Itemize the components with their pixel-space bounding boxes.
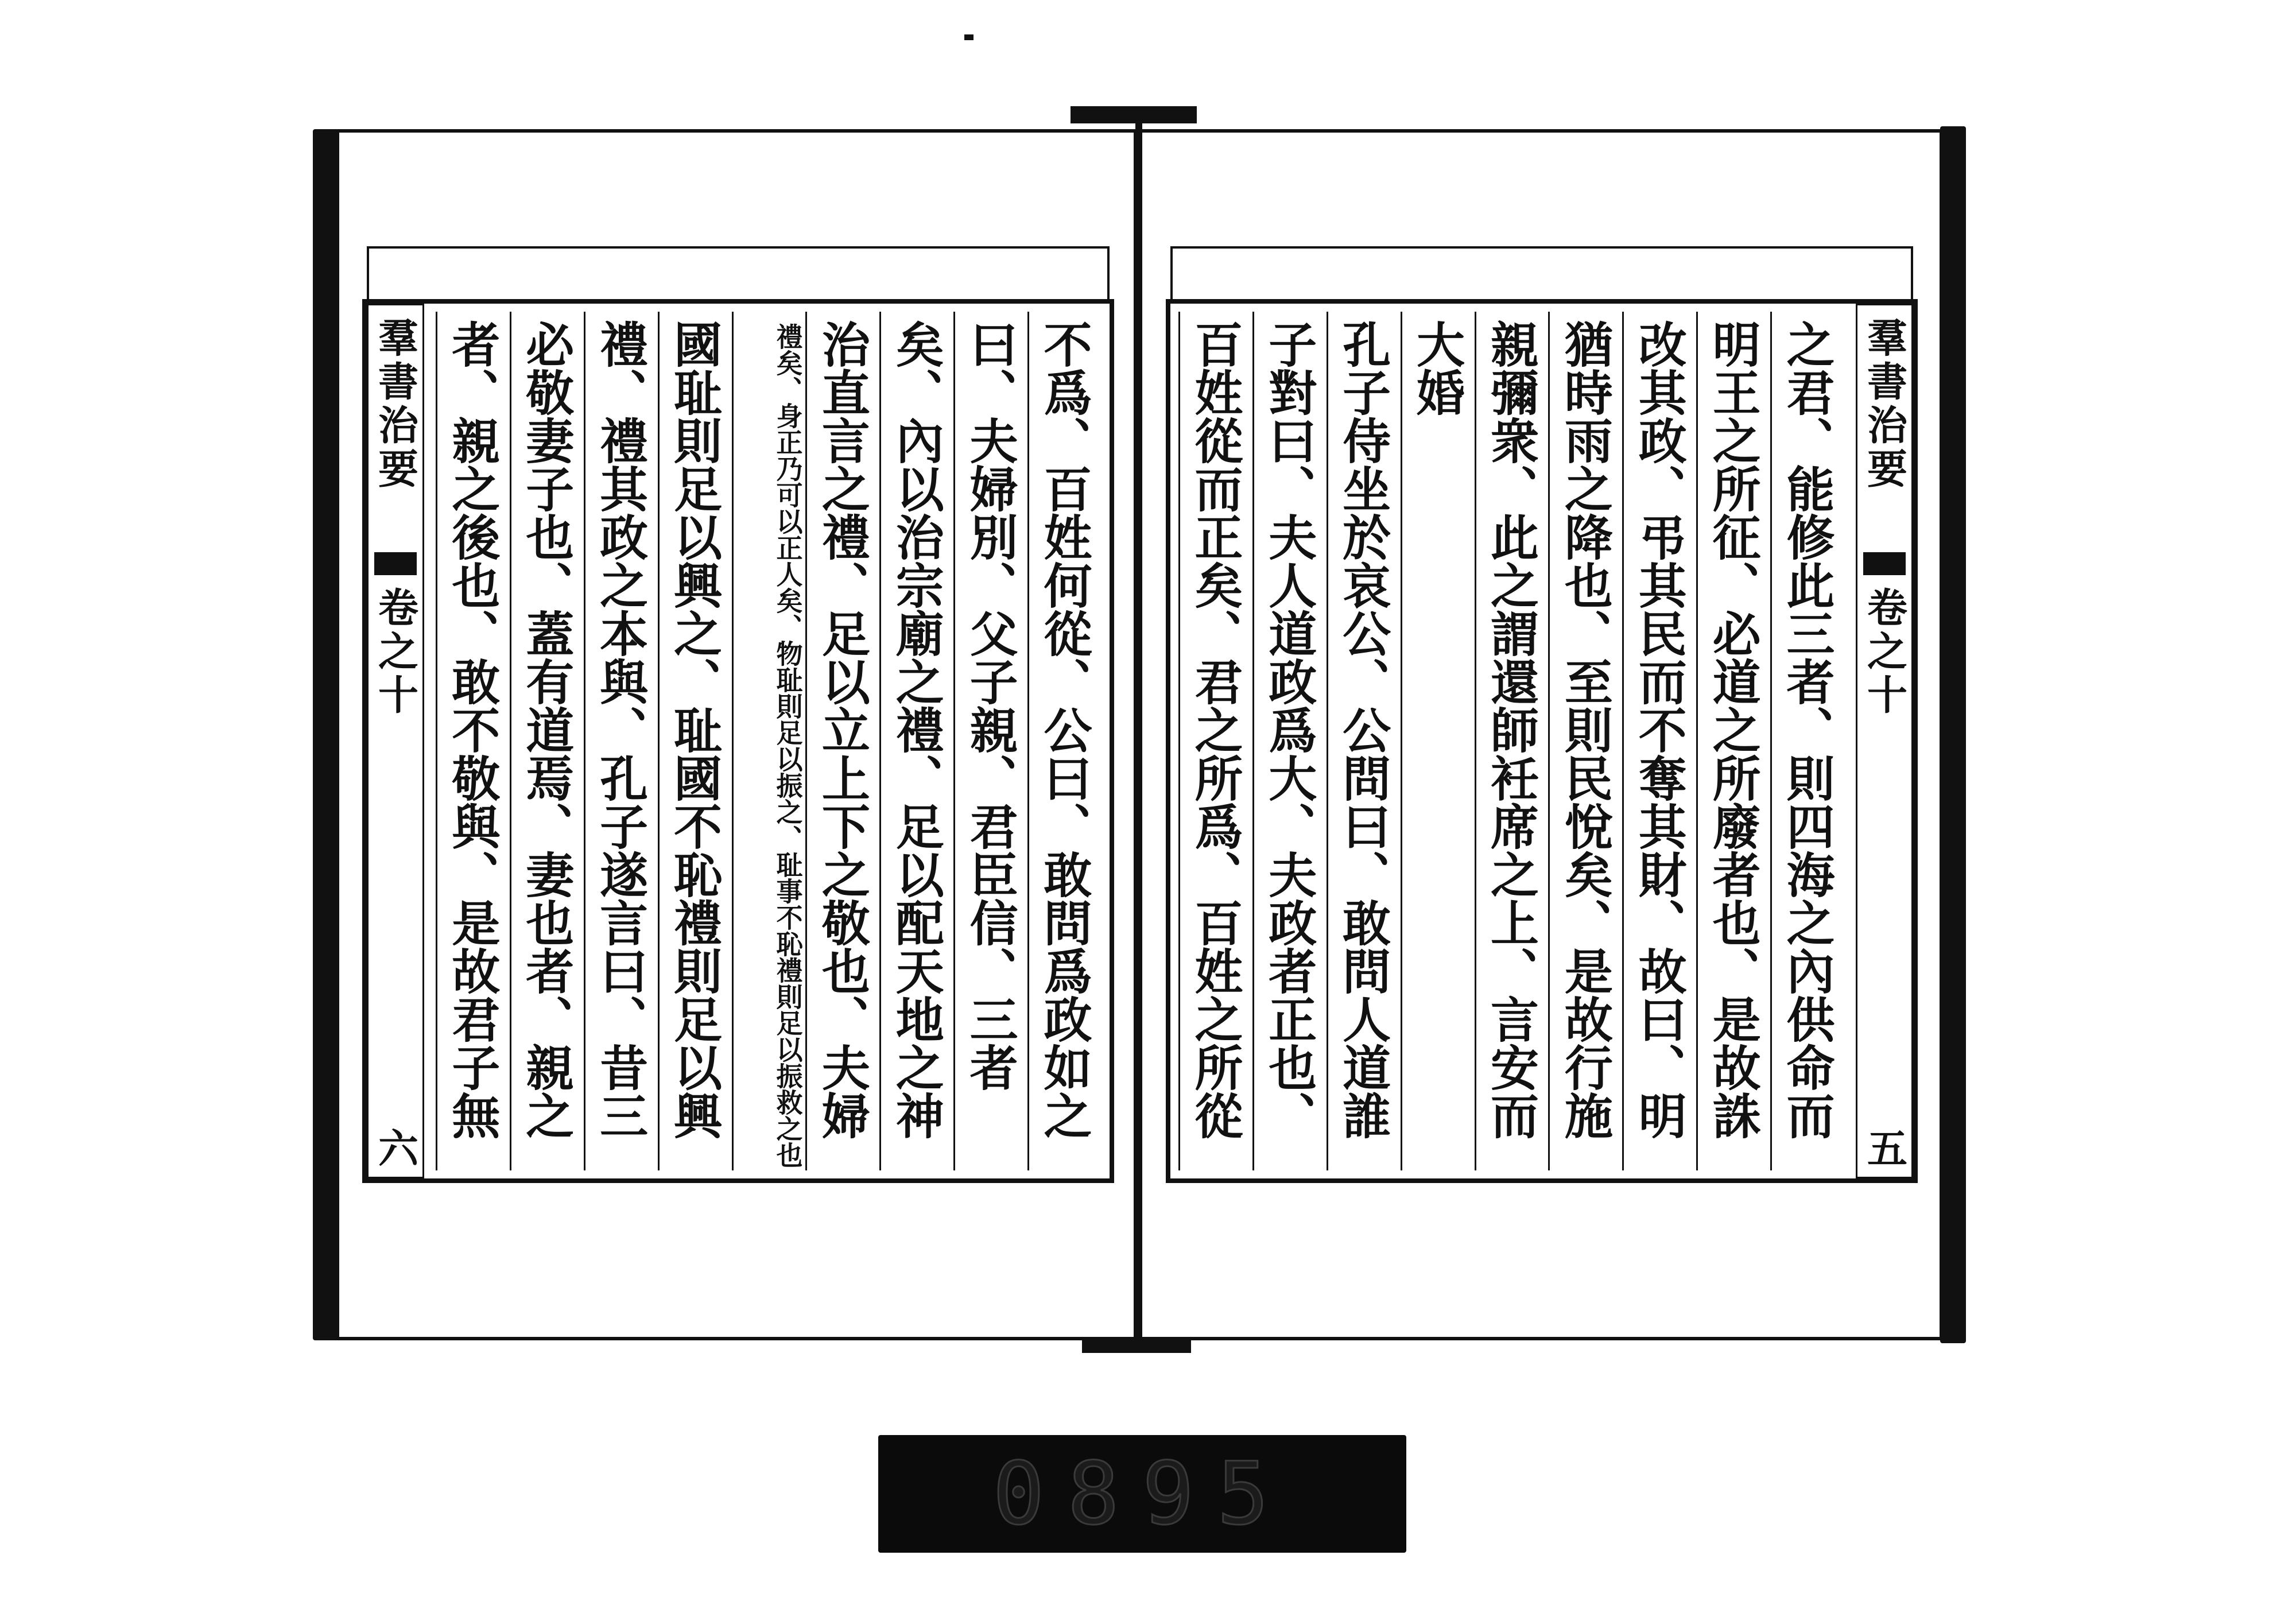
left-heart-title: 羣書治要 (371, 317, 420, 491)
right-folio-number: 五 (1860, 1127, 1909, 1171)
left-print-frame (362, 299, 1114, 1183)
text-column: 猶時雨之降也、至則民悅矣、是故行施 (1548, 312, 1622, 1170)
text-column: 子對曰、夫人道政爲大、夫政者正也、 (1252, 312, 1327, 1170)
right-leaf (1134, 129, 1943, 1340)
section-heading: 大婚 (1401, 312, 1475, 1170)
commentary-column: 禮矣、身正乃可以正人矣、物耻則足以振之、耻事不恥禮則足以振救之也 (732, 312, 806, 1170)
text-column: 百姓從而正矣、君之所爲、百姓之所從 (1178, 312, 1252, 1170)
left-fish-tail-mark (374, 552, 417, 575)
right-print-frame (1166, 299, 1918, 1183)
left-leaf (336, 129, 1145, 1340)
right-fore-edge (1940, 126, 1966, 1343)
library-call-number-stamp (878, 1435, 1406, 1553)
right-fish-tail-mark (1863, 552, 1906, 575)
gutter-line (1135, 118, 1142, 1352)
text-column: 孔子侍坐於哀公、公問曰、敢問人道誰 (1327, 312, 1401, 1170)
text-column: 明王之所征、必道之所廢者也、是故誅 (1696, 312, 1770, 1170)
text-column: 必敬妻子也、蓋有道焉、妻也者、親之 (510, 312, 584, 1170)
text-column: 者、親之後也、敢不敬與、是故君子無 (436, 312, 510, 1170)
right-heart-juan: 卷之十 (1860, 587, 1909, 718)
text-column: 國耻則足以興之、耻國不恥禮則足以興 (658, 312, 732, 1170)
text-column: 矣、內以治宗廟之禮、足以配天地之神 (879, 312, 953, 1170)
gutter-tab-bottom (1082, 1340, 1191, 1353)
left-heart-column (367, 304, 424, 1178)
left-folio-number: 六 (371, 1127, 420, 1171)
left-fore-edge (313, 129, 339, 1340)
right-headband (1170, 246, 1913, 304)
open-book (313, 118, 1966, 1352)
right-heart-column (1856, 304, 1913, 1178)
text-column: 親彌衆、此之謂還師衽席之上、言安而 (1475, 312, 1549, 1170)
dust-speck (964, 34, 974, 40)
text-column: 之君、能修此三者、則四海之內供命而 (1770, 312, 1844, 1170)
right-heart-title: 羣書治要 (1860, 317, 1909, 491)
text-column: 曰、夫婦別、父子親、君臣信、三者 (953, 312, 1027, 1170)
book-gutter (1119, 118, 1159, 1352)
right-text-columns (1178, 312, 1844, 1170)
text-column: 治直言之禮、足以立上下之敬也、夫婦 (805, 312, 879, 1170)
text-column: 改其政、弔其民而不奪其財、故曰、明 (1622, 312, 1696, 1170)
text-column: 禮、禮其政之本與、孔子遂言曰、昔三 (584, 312, 658, 1170)
text-column: 不爲、百姓何從、公曰、敢問爲政如之 (1027, 312, 1102, 1170)
left-text-columns (436, 312, 1102, 1170)
left-heart-juan: 卷之十 (371, 587, 420, 718)
left-headband (367, 246, 1110, 304)
stamp-number: 0895 (992, 1444, 1292, 1544)
